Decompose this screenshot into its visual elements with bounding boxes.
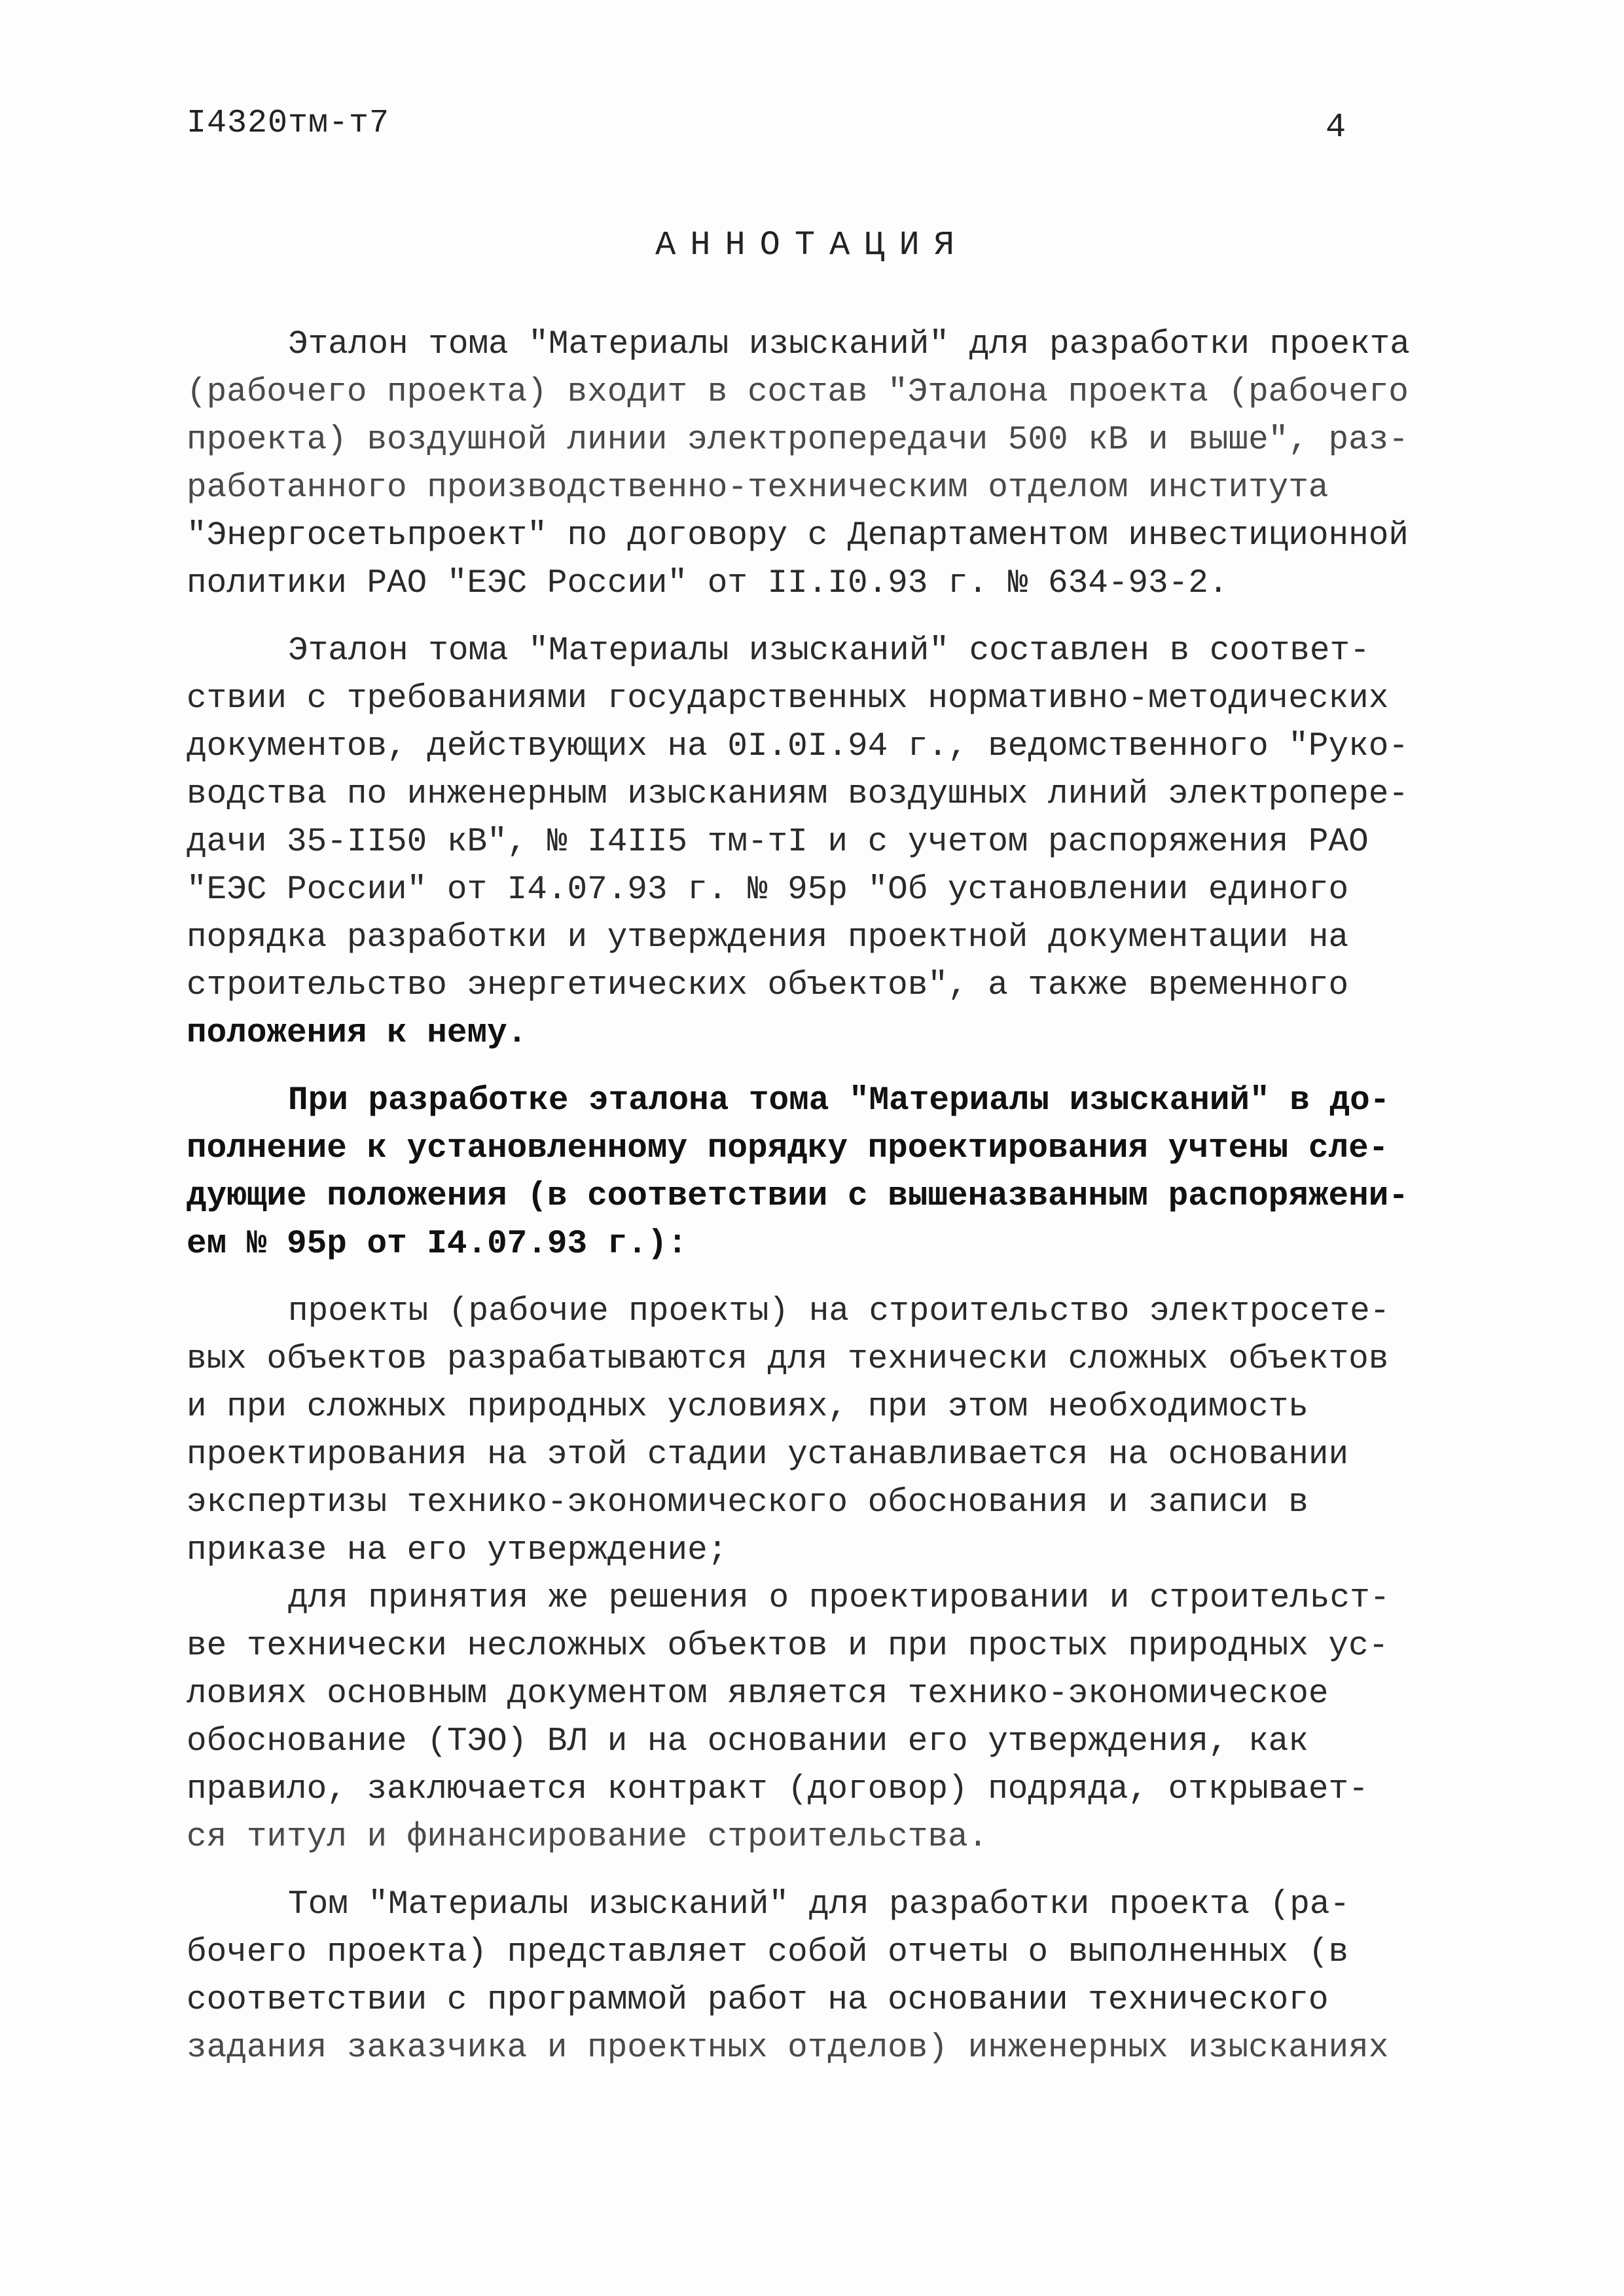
text-line: строительство энергетических объектов", а также временного [187,967,1349,1004]
text-line: проекта) воздушной линии электропередачи 500 кВ и выше", раз- [187,422,1409,459]
document-code: I4320тм-т7 [187,105,390,142]
paragraph-2 [187,627,1443,1057]
text-line: правило, заключается контракт (договор) подряда, открывает- [187,1771,1369,1808]
text-line: ем № 95р от I4.07.93 г.): [187,1226,688,1263]
text-line: документов, действующих на 0I.0I.94 г., ведомственного "Руко- [187,728,1409,765]
text-line: работанного производственно-техническим отделом института [187,469,1329,507]
text-line: (рабочего проекта) входит в состав "Эталона проекта (рабочего [187,374,1409,411]
text-line: положения к нему. [187,1015,528,1052]
paragraph-3 [187,1077,1443,1268]
text-line: порядка разработки и утверждения проектной документации на [187,919,1349,957]
text-line: задания заказчика и проектных отделов) инженерных изысканиях [187,2030,1389,2067]
text-line: "ЕЭС России" от I4.07.93 г. № 95р "Об установлении единого [187,871,1349,909]
text-line: соответствии с программой работ на основании технического [187,1982,1329,2019]
text-line: проектирования на этой стадии устанавливается на основании [187,1436,1349,1474]
annotation-body [187,321,1443,2072]
text-line: проекты (рабочие проекты) на строительство электросете- [288,1293,1390,1330]
paragraph-1 [187,321,1443,608]
text-line: ве технически несложных объектов и при простых природных ус- [187,1628,1389,1665]
text-line: полнение к установленному порядку проектирования учтены сле- [187,1130,1389,1167]
text-line: "Энергосетьпроект" по договору с Департаментом инвестиционной [187,517,1409,555]
text-line: водства по инженерным изысканиям воздушных линий электропере- [187,776,1409,813]
text-line: При разработке эталона тома "Материалы изысканий" в до- [288,1082,1390,1120]
text-line: Том "Материалы изысканий" для разработки проекта (ра- [288,1886,1350,1923]
text-line: вых объектов разрабатываются для технически сложных объектов [187,1341,1389,1378]
text-line: политики РАО "ЕЭС России" от II.I0.93 г. № 634-93-2. [187,565,1229,602]
text-line: обоснование (ТЭО) ВЛ и на основании его утверждения, как [187,1723,1308,1760]
text-line: ловиях основным документом является технико-экономическое [187,1675,1329,1713]
text-line: экспертизы технико-экономического обоснования и записи в [187,1484,1308,1522]
text-line: приказе на его утверждение; [187,1532,728,1569]
text-line: ствии с требованиями государственных нормативно-методических [187,680,1389,718]
paragraph-4 [187,1288,1443,1575]
page-title: АННОТАЦИЯ [655,226,969,264]
text-line: Эталон тома "Материалы изысканий" для разработки проекта [288,326,1410,363]
text-line: и при сложных природных условиях, при этом необходимость [187,1389,1308,1426]
paragraph-6 [187,1881,1443,2072]
text-line: ся титул и финансирование строительства. [187,1819,988,1856]
text-line: дующие положения (в соответствии с вышеназванным распоряжени- [187,1178,1409,1215]
paragraph-5 [187,1575,1443,1861]
page-number: 4 [1326,108,1346,147]
text-line: дачи 35-II50 кВ", № I4II5 тм-тI и с учетом распоряжения РАО [187,824,1369,861]
text-line: Эталон тома "Материалы изысканий" составлен в соответ- [288,632,1370,670]
text-line: для принятия же решения о проектировании и строительст- [288,1580,1390,1617]
text-line: бочего проекта) представляет собой отчеты о выполненных (в [187,1934,1349,1971]
